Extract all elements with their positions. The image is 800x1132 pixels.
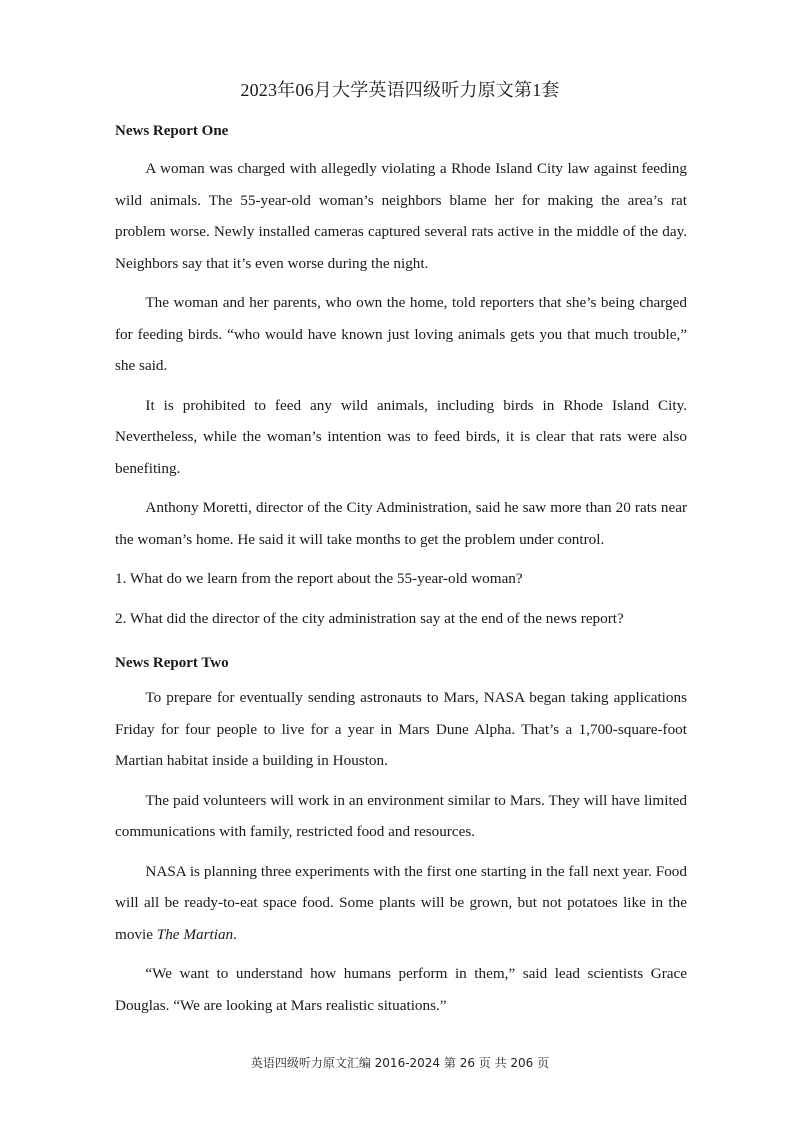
report-one-paragraph-2: The woman and her parents, who own the home, told reporters that she’s being charged for feeding birds. “who would have known just loving animals gets you that much trouble,” she said.	[115, 294, 687, 374]
report-one-paragraph-4: Anthony Moretti, director of the City Administration, said he saw more than 20 rats near the woman’s home. He said it will take months to get the problem under control.	[115, 499, 687, 548]
report-two-paragraph-3	[115, 856, 687, 951]
section-heading-report-one: News Report One	[115, 123, 229, 139]
report-two-paragraph-3-text: NASA is planning three experiments with the first one starting in the fall next year. Food will all be ready-to-eat space food. Some plants will be grown, but not potatoes like in the movie	[115, 862, 687, 943]
report-two-paragraph-4: “We want to understand how humans perform in them,” said lead scientists Grace Douglas. “We are looking at Mars realistic situations.”	[115, 965, 687, 1014]
report-one-paragraph-1: A woman was charged with allegedly violating a Rhode Island City law against feeding wild animals. The 55-year-old woman’s neighbors blame her for making the area’s rat problem worse. Newly installed cameras captured several rats active in the middle of the day. Neighbors say that it’s even worse during the night.	[115, 160, 687, 272]
document-body	[115, 120, 687, 1029]
page-footer: 英语四级听力原文汇编 2016-2024 第 26 页 共 206 页	[250, 1056, 550, 1070]
movie-title: The Martian	[156, 925, 234, 943]
question-2: 2. What did the director of the city administration say at the end of the news report?	[115, 609, 624, 627]
report-two-paragraph-1: To prepare for eventually sending astronauts to Mars, NASA began taking applications Friday for four people to live for a year in Mars Dune Alpha. That’s a 1,700-square-foot Martian habitat inside a building in Houston.	[115, 689, 687, 769]
question-1: 1. What do we learn from the report about the 55-year-old woman?	[115, 570, 523, 587]
document-title: 2023年06月大学英语四级听力原文第1套	[240, 80, 560, 100]
report-two-paragraph-3-end: .	[233, 925, 237, 943]
report-two-paragraph-2: The paid volunteers will work in an environment similar to Mars. They will have limited communications with family, restricted food and resources.	[115, 791, 687, 840]
section-heading-report-two: News Report Two	[115, 655, 229, 671]
report-one-paragraph-3: It is prohibited to feed any wild animals, including birds in Rhode Island City. Nevertheless, while the woman’s intention was to feed birds, it is clear that rats were also benefiting.	[115, 396, 687, 477]
